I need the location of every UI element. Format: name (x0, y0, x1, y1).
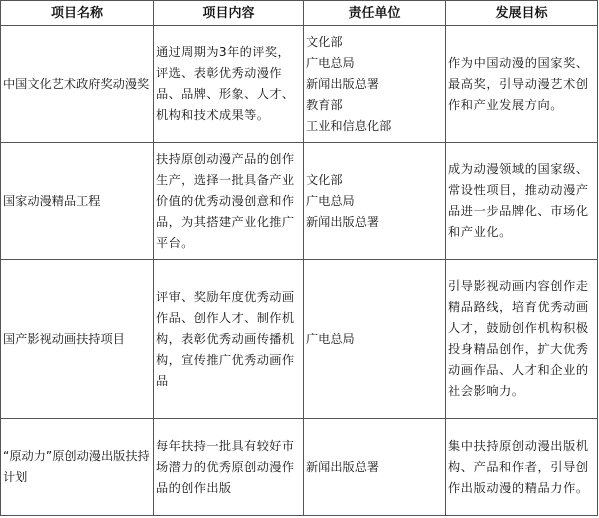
table-header-row (1, 1, 598, 26)
development-goal-cell: 作为中国动漫的国家奖、最高奖，引导动漫艺术创作和产业发展方向。 (446, 26, 598, 143)
project-content-cell: 扶持原创动漫产品的创作生产，选择一批具备产业价值的优秀动漫创意和作品，为其搭建产业化推广平台。 (154, 143, 304, 260)
project-name-cell: “原动力”原创动漫出版扶持计划 (1, 419, 154, 516)
unit-item: 文化部 (306, 34, 343, 49)
project-content-cell: 通过周期为3年的评奖，评选、表彰优秀动漫作品、品牌、形象、人才、机构和技术成果等。 (154, 26, 304, 143)
unit-item: 文化部 (306, 172, 343, 187)
header-responsible-unit: 责任单位 (304, 1, 446, 26)
development-goal-cell: 成为动漫领域的国家级、常设性项目，推动动漫产品进一步品牌化、市场化和产业化。 (446, 143, 598, 260)
unit-item: 新闻出版总署 (306, 459, 380, 474)
unit-item: 新闻出版总署 (306, 214, 380, 229)
table-row (1, 260, 598, 419)
table-row (1, 26, 598, 143)
table-row (1, 419, 598, 516)
header-project-content: 项目内容 (154, 1, 304, 26)
unit-item: 广电总局 (306, 193, 355, 208)
responsible-unit-cell (304, 143, 446, 260)
project-name-cell: 国产影视动画扶持项目 (1, 260, 154, 419)
header-development-goal: 发展目标 (446, 1, 598, 26)
responsible-unit-cell (304, 260, 446, 419)
project-name-cell: 中国文化艺术政府奖动漫奖 (1, 26, 154, 143)
development-goal-cell: 引导影视动画内容创作走精品路线，培育优秀动画人才，鼓励创作机构积极投身精品创作，扩大优秀动画作品、人才和企业的社会影响力。 (446, 260, 598, 419)
unit-item: 广电总局 (306, 55, 355, 70)
unit-item: 教育部 (306, 97, 343, 112)
responsible-unit-cell (304, 419, 446, 516)
project-content-cell: 评审、奖励年度优秀动画作品、创作人才、制作机构，表彰优秀动画传播机构，宣传推广优秀动画作品 (154, 260, 304, 419)
project-name-cell: 国家动漫精品工程 (1, 143, 154, 260)
unit-item: 广电总局 (306, 331, 355, 346)
table-row (1, 143, 598, 260)
unit-item: 新闻出版总署 (306, 76, 380, 91)
responsible-unit-cell (304, 26, 446, 143)
project-content-cell: 每年扶持一批具有较好市场潜力的优秀原创动漫作品的创作出版 (154, 419, 304, 516)
unit-item: 工业和信息化部 (306, 118, 392, 133)
header-project-name: 项目名称 (1, 1, 154, 26)
development-goal-cell: 集中扶持原创动漫出版机构、产品和作者，引导创作出版动漫的精品力作。 (446, 419, 598, 516)
